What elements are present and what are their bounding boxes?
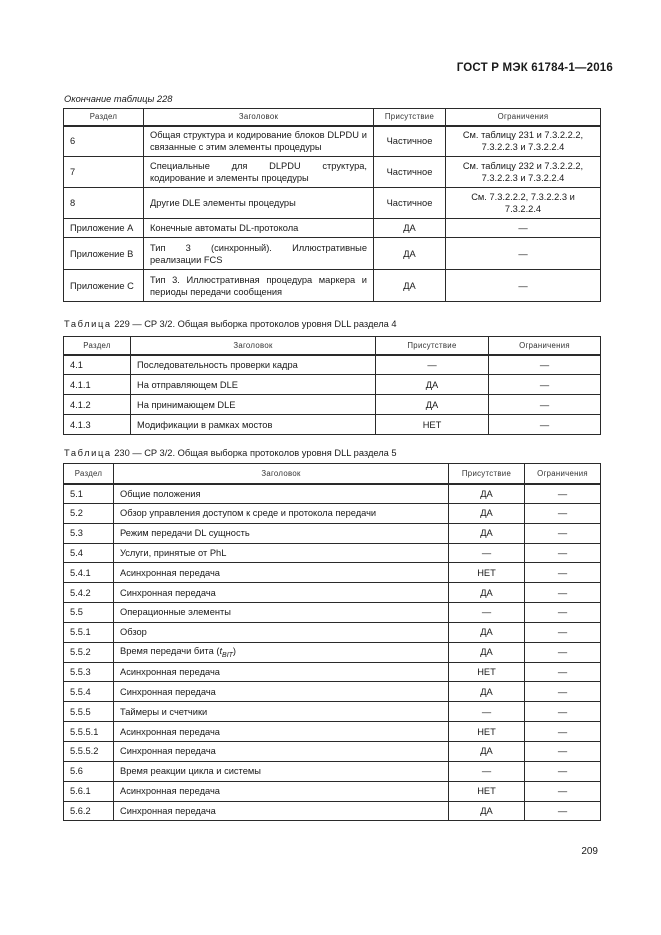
cell-section: 5.6 bbox=[64, 761, 114, 781]
column-header-constraints: Ограничения bbox=[446, 109, 601, 126]
column-header-section: Раздел bbox=[64, 337, 131, 355]
table-229-caption bbox=[64, 319, 397, 329]
cell-section: 5.6.2 bbox=[64, 801, 114, 821]
column-header-presence: Присутствие bbox=[449, 464, 525, 484]
table-row bbox=[64, 801, 601, 821]
table-row bbox=[64, 523, 601, 543]
table-230-caption-text: 230 — CP 3/2. Общая выборка протоколов уровня DLL раздела 5 bbox=[111, 448, 397, 458]
table-row bbox=[64, 722, 601, 742]
cell-title: Асинхронная передача bbox=[114, 781, 449, 801]
cell-constraints: — bbox=[525, 801, 601, 821]
title-subscript: BIT bbox=[222, 651, 233, 659]
cell-section: 5.5.4 bbox=[64, 682, 114, 702]
cell-presence: НЕТ bbox=[449, 781, 525, 801]
table-row bbox=[64, 761, 601, 781]
cell-section: 5.4 bbox=[64, 543, 114, 563]
table-row bbox=[64, 415, 601, 435]
table-row bbox=[64, 395, 601, 415]
cell-constraints: — bbox=[525, 722, 601, 742]
cell-title: Тип 3. Иллюстративная процедура маркера и периоды передачи сообщения bbox=[144, 270, 374, 302]
cell-presence: — bbox=[449, 543, 525, 563]
cell-presence: — bbox=[449, 603, 525, 623]
table-229-caption-text: 229 — CP 3/2. Общая выборка протоколов уровня DLL раздела 4 bbox=[111, 319, 397, 329]
column-header-presence: Присутствие bbox=[376, 337, 489, 355]
table-row bbox=[64, 563, 601, 583]
table-row bbox=[64, 741, 601, 761]
cell-section: 5.5.1 bbox=[64, 622, 114, 642]
cell-title: Операционные элементы bbox=[114, 603, 449, 623]
table-230-caption-word: Таблица bbox=[64, 448, 112, 458]
cell-section: 5.5.2 bbox=[64, 642, 114, 662]
table-row bbox=[64, 622, 601, 642]
cell-constraints: — bbox=[489, 355, 601, 375]
cell-section: 5.4.1 bbox=[64, 563, 114, 583]
page-number: 209 bbox=[581, 846, 598, 857]
cell-presence: ДА bbox=[449, 642, 525, 662]
column-header-constraints: Ограничения bbox=[525, 464, 601, 484]
cell-constraints: — bbox=[525, 603, 601, 623]
column-header-title: Заголовок bbox=[114, 464, 449, 484]
cell-constraints: — bbox=[446, 219, 601, 238]
cell-presence: ДА bbox=[449, 583, 525, 603]
table-row bbox=[64, 543, 601, 563]
cell-title: Обзор управления доступом к среде и протокола передачи bbox=[114, 503, 449, 523]
cell-section: 5.3 bbox=[64, 523, 114, 543]
cell-title: Последовательность проверки кадра bbox=[131, 355, 376, 375]
cell-section: Приложение В bbox=[64, 238, 144, 270]
table-row bbox=[64, 781, 601, 801]
cell-constraints: — bbox=[489, 395, 601, 415]
cell-constraints: — bbox=[446, 270, 601, 302]
column-header-title: Заголовок bbox=[144, 109, 374, 126]
cell-title: Модификации в рамках мостов bbox=[131, 415, 376, 435]
cell-presence: ДА bbox=[449, 503, 525, 523]
cell-constraints: — bbox=[525, 642, 601, 662]
cell-constraints: — bbox=[525, 583, 601, 603]
cell-presence: ДА bbox=[376, 375, 489, 395]
cell-presence: ДА bbox=[374, 270, 446, 302]
cell-constraints: См. 7.3.2.2.2, 7.3.2.2.3 и 7.3.2.2.4 bbox=[446, 188, 601, 219]
cell-title: Асинхронная передача bbox=[114, 722, 449, 742]
cell-title: Асинхронная передача bbox=[114, 563, 449, 583]
cell-presence: — bbox=[449, 761, 525, 781]
table-row bbox=[64, 603, 601, 623]
cell-title: Специальные для DLPDU структура, кодирование и элементы процедуры bbox=[144, 157, 374, 188]
table-row bbox=[64, 702, 601, 722]
cell-section: 5.6.1 bbox=[64, 781, 114, 801]
table-row bbox=[64, 126, 601, 157]
cell-constraints: — bbox=[525, 662, 601, 682]
cell-title: Другие DLE элементы процедуры bbox=[144, 188, 374, 219]
column-header-section: Раздел bbox=[64, 464, 114, 484]
cell-title: Услуги, принятые от PhL bbox=[114, 543, 449, 563]
cell-presence: ДА bbox=[374, 238, 446, 270]
cell-section: 5.5.5.2 bbox=[64, 741, 114, 761]
cell-constraints: — bbox=[525, 484, 601, 504]
cell-section: 7 bbox=[64, 157, 144, 188]
table-228 bbox=[63, 108, 601, 302]
cell-presence: НЕТ bbox=[376, 415, 489, 435]
column-header-section: Раздел bbox=[64, 109, 144, 126]
cell-constraints: — bbox=[525, 741, 601, 761]
table-row bbox=[64, 375, 601, 395]
cell-presence: Частичное bbox=[374, 188, 446, 219]
cell-section: 5.4.2 bbox=[64, 583, 114, 603]
cell-presence: ДА bbox=[449, 682, 525, 702]
cell-title: На отправляющем DLE bbox=[131, 375, 376, 395]
cell-constraints: — bbox=[525, 761, 601, 781]
cell-title: Таймеры и счетчики bbox=[114, 702, 449, 722]
cell-constraints: — bbox=[525, 503, 601, 523]
cell-title: Общие положения bbox=[114, 484, 449, 504]
cell-constraints: — bbox=[525, 563, 601, 583]
cell-title: Обзор bbox=[114, 622, 449, 642]
cell-constraints: См. таблицу 232 и 7.3.2.2.2, 7.3.2.2.3 и 7.3.2.2.4 bbox=[446, 157, 601, 188]
cell-title: Синхронная передача bbox=[114, 801, 449, 821]
cell-presence: Частичное bbox=[374, 126, 446, 157]
cell-section: 5.5 bbox=[64, 603, 114, 623]
table-229 bbox=[63, 336, 601, 435]
cell-title: Конечные автоматы DL-протокола bbox=[144, 219, 374, 238]
table-row bbox=[64, 355, 601, 375]
cell-presence: ДА bbox=[449, 622, 525, 642]
cell-title: Синхронная передача bbox=[114, 741, 449, 761]
cell-section: 4.1.2 bbox=[64, 395, 131, 415]
cell-title: Асинхронная передача bbox=[114, 662, 449, 682]
cell-title: Время реакции цикла и системы bbox=[114, 761, 449, 781]
cell-constraints: См. таблицу 231 и 7.3.2.2.2, 7.3.2.2.3 и 7.3.2.2.4 bbox=[446, 126, 601, 157]
cell-section: 5.1 bbox=[64, 484, 114, 504]
cell-constraints: — bbox=[525, 622, 601, 642]
cell-section: 5.2 bbox=[64, 503, 114, 523]
cell-section: Приложение С bbox=[64, 270, 144, 302]
cell-title: Тип 3 (синхронный). Иллюстративные реализации FCS bbox=[144, 238, 374, 270]
cell-constraints: — bbox=[489, 375, 601, 395]
column-header-constraints: Ограничения bbox=[489, 337, 601, 355]
cell-title bbox=[114, 642, 449, 662]
table-row bbox=[64, 583, 601, 603]
cell-title: Синхронная передача bbox=[114, 682, 449, 702]
cell-presence: ДА bbox=[449, 523, 525, 543]
table-228-caption: Окончание таблицы 228 bbox=[64, 94, 173, 104]
cell-section: 4.1.1 bbox=[64, 375, 131, 395]
table-229-caption-word: Таблица bbox=[64, 319, 112, 329]
cell-presence: НЕТ bbox=[449, 722, 525, 742]
table-row bbox=[64, 188, 601, 219]
table-row bbox=[64, 662, 601, 682]
cell-constraints: — bbox=[525, 702, 601, 722]
cell-presence: ДА bbox=[449, 741, 525, 761]
cell-constraints: — bbox=[525, 523, 601, 543]
cell-presence: НЕТ bbox=[449, 662, 525, 682]
cell-section: 6 bbox=[64, 126, 144, 157]
cell-section: 5.5.3 bbox=[64, 662, 114, 682]
cell-constraints: — bbox=[525, 543, 601, 563]
cell-presence: — bbox=[376, 355, 489, 375]
cell-title: Общая структура и кодирование блоков DLPDU и связанные с этим элементы процедуры bbox=[144, 126, 374, 157]
table-row bbox=[64, 270, 601, 302]
cell-section: Приложение А bbox=[64, 219, 144, 238]
cell-constraints: — bbox=[489, 415, 601, 435]
cell-section: 4.1 bbox=[64, 355, 131, 375]
cell-constraints: — bbox=[525, 682, 601, 702]
table-row bbox=[64, 238, 601, 270]
title-text: Время передачи бита ( bbox=[120, 645, 220, 656]
cell-presence: НЕТ bbox=[449, 563, 525, 583]
column-header-presence: Присутствие bbox=[374, 109, 446, 126]
standard-header: ГОСТ Р МЭК 61784-1—2016 bbox=[456, 62, 613, 74]
cell-presence: ДА bbox=[449, 484, 525, 504]
cell-constraints: — bbox=[446, 238, 601, 270]
cell-presence: ДА bbox=[374, 219, 446, 238]
cell-title: Режим передачи DL сущность bbox=[114, 523, 449, 543]
cell-presence: — bbox=[449, 702, 525, 722]
cell-section: 5.5.5.1 bbox=[64, 722, 114, 742]
cell-presence: Частичное bbox=[374, 157, 446, 188]
cell-section: 8 bbox=[64, 188, 144, 219]
title-symbol: t bbox=[219, 645, 223, 656]
table-row bbox=[64, 642, 601, 662]
cell-presence: ДА bbox=[449, 801, 525, 821]
table-row bbox=[64, 157, 601, 188]
table-row bbox=[64, 484, 601, 504]
title-text-end: ) bbox=[232, 645, 237, 656]
cell-section: 5.5.5 bbox=[64, 702, 114, 722]
cell-title: Синхронная передача bbox=[114, 583, 449, 603]
cell-section: 4.1.3 bbox=[64, 415, 131, 435]
table-230-caption bbox=[64, 448, 397, 458]
table-row bbox=[64, 503, 601, 523]
cell-constraints: — bbox=[525, 781, 601, 801]
table-row bbox=[64, 219, 601, 238]
cell-title: На принимающем DLE bbox=[131, 395, 376, 415]
column-header-title: Заголовок bbox=[131, 337, 376, 355]
table-230 bbox=[63, 463, 601, 821]
cell-presence: ДА bbox=[376, 395, 489, 415]
table-row bbox=[64, 682, 601, 702]
